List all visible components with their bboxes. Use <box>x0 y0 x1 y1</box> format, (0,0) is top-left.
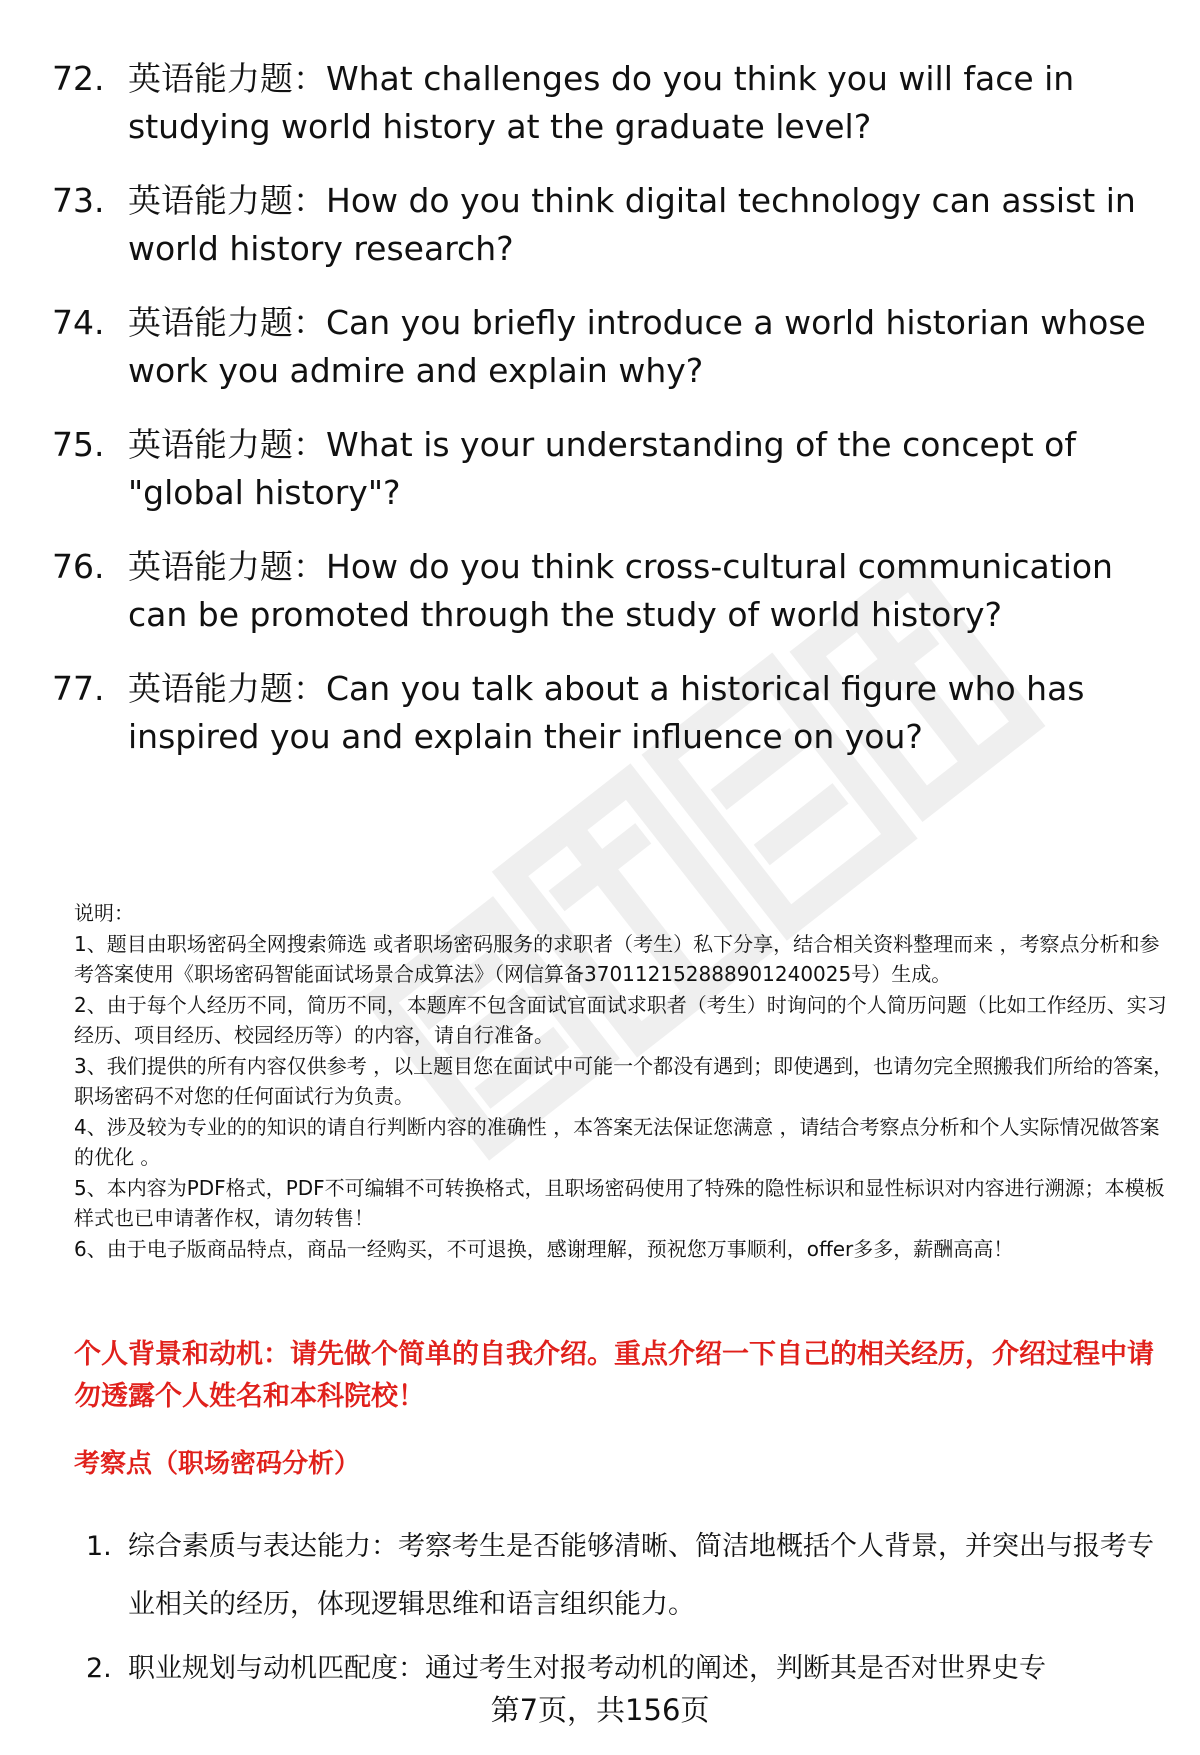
question-number: 74. <box>52 303 105 342</box>
question-list <box>52 55 1162 787</box>
note-item: 1、题目由职场密码全网搜索筛选 或者职场密码服务的求职者（考生）私下分享，结合相关资料整理而来 ，考察点分析和参考答案使用《职场密码智能面试场景合成算法》（网信算备370112152888901240025号）生成。 <box>74 931 1160 986</box>
question-text: 英语能力题：What is your understanding of the concept of "global history"? <box>128 425 1076 512</box>
point-number: 2. <box>86 1653 112 1684</box>
section-heading: 个人背景和动机：请先做个简单的自我介绍。重点介绍一下自己的相关经历，介绍过程中请勿透露个人姓名和本科院校！ <box>74 1339 1154 1412</box>
analysis-points <box>86 1518 1176 1698</box>
page-footer: 第7页，共156页 <box>0 1690 1200 1730</box>
question-text: 英语能力题：Can you briefly introduce a world historian whose work you admire and explain why? <box>128 303 1146 390</box>
question-number: 72. <box>52 59 105 98</box>
question-item <box>52 421 1162 517</box>
point-number: 1. <box>86 1531 112 1562</box>
note-item: 4、涉及较为专业的的知识的请自行判断内容的准确性 ，本答案无法保证您满意 ，请结合考察点分析和个人实际情况做答案的优化 。 <box>74 1114 1160 1169</box>
point-text: 职业规划与动机匹配度：通过考生对报考动机的阐述，判断其是否对世界史专 <box>128 1653 1046 1684</box>
question-text: 英语能力题：How do you think cross-cultural communication can be promoted through the study of world history? <box>128 547 1113 634</box>
question-number: 76. <box>52 547 105 586</box>
point-text: 综合素质与表达能力：考察考生是否能够清晰、简洁地概括个人背景，并突出与报考专业相关的经历，体现逻辑思维和语言组织能力。 <box>128 1531 1154 1620</box>
question-number: 75. <box>52 425 105 464</box>
note-item: 5、本内容为PDF格式，PDF不可编辑不可转换格式，且职场密码使用了特殊的隐性标识和显性标识对内容进行溯源；本模板样式也已申请著作权，请勿转售！ <box>74 1175 1165 1230</box>
analysis-subheading: 考察点（职场密码分析） <box>74 1449 361 1479</box>
question-text: 英语能力题：What challenges do you think you will face in studying world history at the graduate level? <box>128 59 1075 146</box>
question-text: 英语能力题：Can you talk about a historical figure who has inspired you and explain their influence on you? <box>128 669 1085 756</box>
notes-title: 说明： <box>74 901 134 925</box>
question-number: 73. <box>52 181 105 220</box>
analysis-point <box>86 1518 1176 1634</box>
note-item: 2、由于每个人经历不同，简历不同，本题库不包含面试官面试求职者（考生）时询问的个人简历问题（比如工作经历、实习经历、项目经历、校园经历等）的内容，请自行准备。 <box>74 992 1167 1047</box>
note-item: 3、我们提供的所有内容仅供参考 ，以上题目您在面试中可能一个都没有遇到；即使遇到，也请勿完全照搬我们所给的答案，职场密码不对您的任何面试行为负责。 <box>74 1053 1174 1108</box>
question-item <box>52 299 1162 395</box>
question-item <box>52 55 1162 151</box>
question-number: 77. <box>52 669 105 708</box>
question-item <box>52 665 1162 761</box>
notes-section <box>74 898 1174 1264</box>
question-item <box>52 543 1162 639</box>
note-item: 6、由于电子版商品特点，商品一经购买，不可退换，感谢理解，预祝您万事顺利，offer多多，薪酬高高！ <box>74 1236 1014 1261</box>
question-item <box>52 177 1162 273</box>
question-text: 英语能力题：How do you think digital technology can assist in world history research? <box>128 181 1136 268</box>
